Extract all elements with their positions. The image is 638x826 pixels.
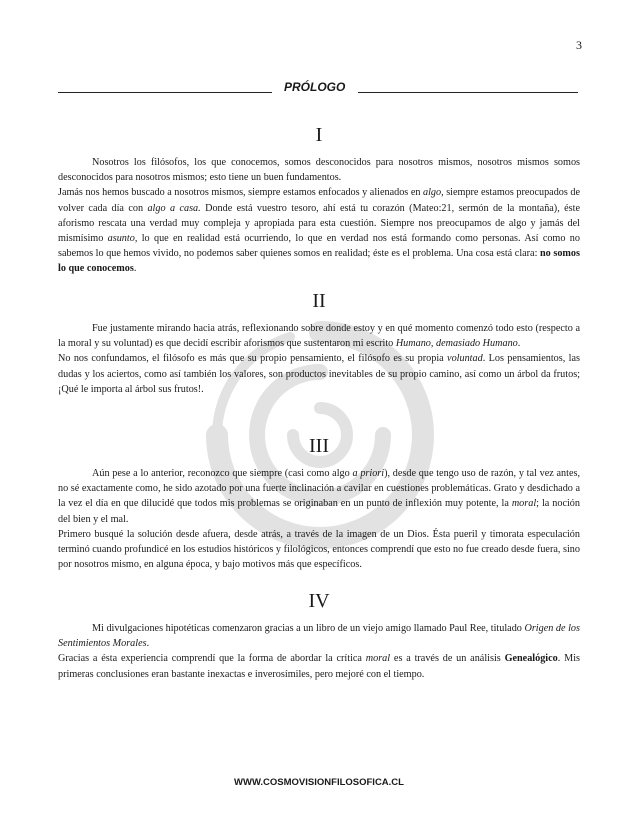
- paragraph: [58, 527, 580, 573]
- strong-text: no somos lo que conocemos: [58, 248, 580, 275]
- section-numeral: II: [312, 290, 326, 312]
- section-3: [58, 435, 580, 572]
- section-numeral: IV: [308, 590, 330, 612]
- emphasis: moral: [511, 498, 537, 510]
- emphasis: Origen de los Sentimientos Morales: [58, 623, 580, 650]
- section-1: [58, 124, 580, 277]
- section-numeral: III: [309, 435, 329, 457]
- header-rule-right: [358, 92, 578, 93]
- emphasis: algo: [422, 187, 442, 199]
- prologue-title: PRÓLOGO: [284, 80, 346, 94]
- text: .: [133, 263, 137, 275]
- section-2: [58, 290, 580, 397]
- text: . Mis primeras conclusiones eran bastante inexactas e inverosímiles, pero mejoré con el tiempo.: [58, 653, 580, 680]
- paragraph: [58, 155, 580, 185]
- text: Mi divulgaciones hipotéticas comenzaron gracias a un libro de un viejo amigo llamado Paul Ree, titulado: [92, 623, 525, 634]
- text: .: [146, 638, 150, 650]
- paragraph: [58, 185, 580, 276]
- emphasis: asunto: [107, 233, 135, 245]
- footer-url[interactable]: WWW.COSMOVISIONFILOSOFICA.CL: [234, 777, 404, 788]
- emphasis: voluntad: [447, 353, 483, 365]
- strong-text: Genealógico: [504, 653, 558, 665]
- page-number: 3: [576, 38, 582, 52]
- text: Gracias a ésta experiencia comprendí que la forma de abordar la crítica: [58, 653, 366, 665]
- text: Primero busqué la solución desde afuera, desde atrás, a través de la imagen de un Dios. Ésta pueril y timorata especulación terminó cuando profundicé en los estudios históricos y filológicos, entonces comprendí que esto no fue creado desde fuera, sino por nosotros mismo, en alguna época, y bajo motivos más que específicos.: [58, 528, 580, 571]
- emphasis: moral: [365, 653, 391, 665]
- text: Aún pese a lo anterior, reconozco que siempre (casi como algo: [92, 468, 353, 479]
- header-rule-left: [58, 92, 272, 93]
- emphasis: a priori: [352, 468, 385, 479]
- paragraph: [58, 651, 580, 681]
- text: Nosotros los filósofos, los que conocemos, somos desconocidos para nosotros mismos, nosotros mismos somos desconocidos para nosotros mismos; esto tiene un buen fundamentos.: [58, 157, 580, 184]
- text: es a través de un análisis: [390, 653, 505, 665]
- text: . Los pensamientos, las dudas y los aciertos, como así también los valores, son productos inevitables de su propio camino, así como un árbol da frutos; ¡Qué le importa al árbol sus frutos!.: [58, 353, 580, 395]
- paragraph: [58, 621, 580, 651]
- text: Jamás nos hemos buscado a nosotros mismos, siempre estamos enfocados y alienados en: [58, 187, 423, 199]
- text: , siempre estamos preocupados de volver cada día con: [58, 187, 581, 214]
- text: No nos confundamos, el filósofo es más que su propio pensamiento, el filósofo es su propia: [58, 353, 448, 365]
- section-4: [58, 590, 580, 682]
- paragraph: [58, 321, 580, 351]
- text: .: [517, 338, 521, 350]
- emphasis: Humano, demasiado Humano: [395, 338, 518, 350]
- text: ), desde que tengo uso de razón, y tal vez antes, no sé exactamente como, he sido azotado por una fuerte inclinación a cavilar en cuestiones problemáticas. Grato y desdichado a la vez el día en que dilucidé que todos mis problemas se originaban en un punto de inflexión muy potente, la: [58, 468, 581, 510]
- text: ; la noción del bien y el mal.: [58, 498, 580, 525]
- paragraph: [58, 351, 580, 397]
- text: Donde está vuestro tesoro, ahí está tu corazón (Mateo:21, sermón de la montaña), éste aforismo rescata una verdad muy compleja y apropiada para esta cuestión. Siempre nos preocupamos de algo y jamás del mismísimo: [58, 202, 580, 245]
- section-numeral: I: [315, 124, 323, 146]
- paragraph: [58, 466, 580, 527]
- text: , lo que en realidad está ocurriendo, lo que en verdad nos está formando como personas. Así como no sabemos lo que hemos vivido, no podemos saber quienes somos en realidad; éste es el problema. Una cosa está clara:: [58, 233, 580, 260]
- text: Fue justamente mirando hacia atrás, reflexionando sobre donde estoy y en qué momento comenzó todo esto (respecto a la moral y su voluntad) es que decidí escribir aforismos que sustentaron mi escrito: [58, 323, 580, 350]
- emphasis: algo a casa.: [147, 202, 201, 214]
